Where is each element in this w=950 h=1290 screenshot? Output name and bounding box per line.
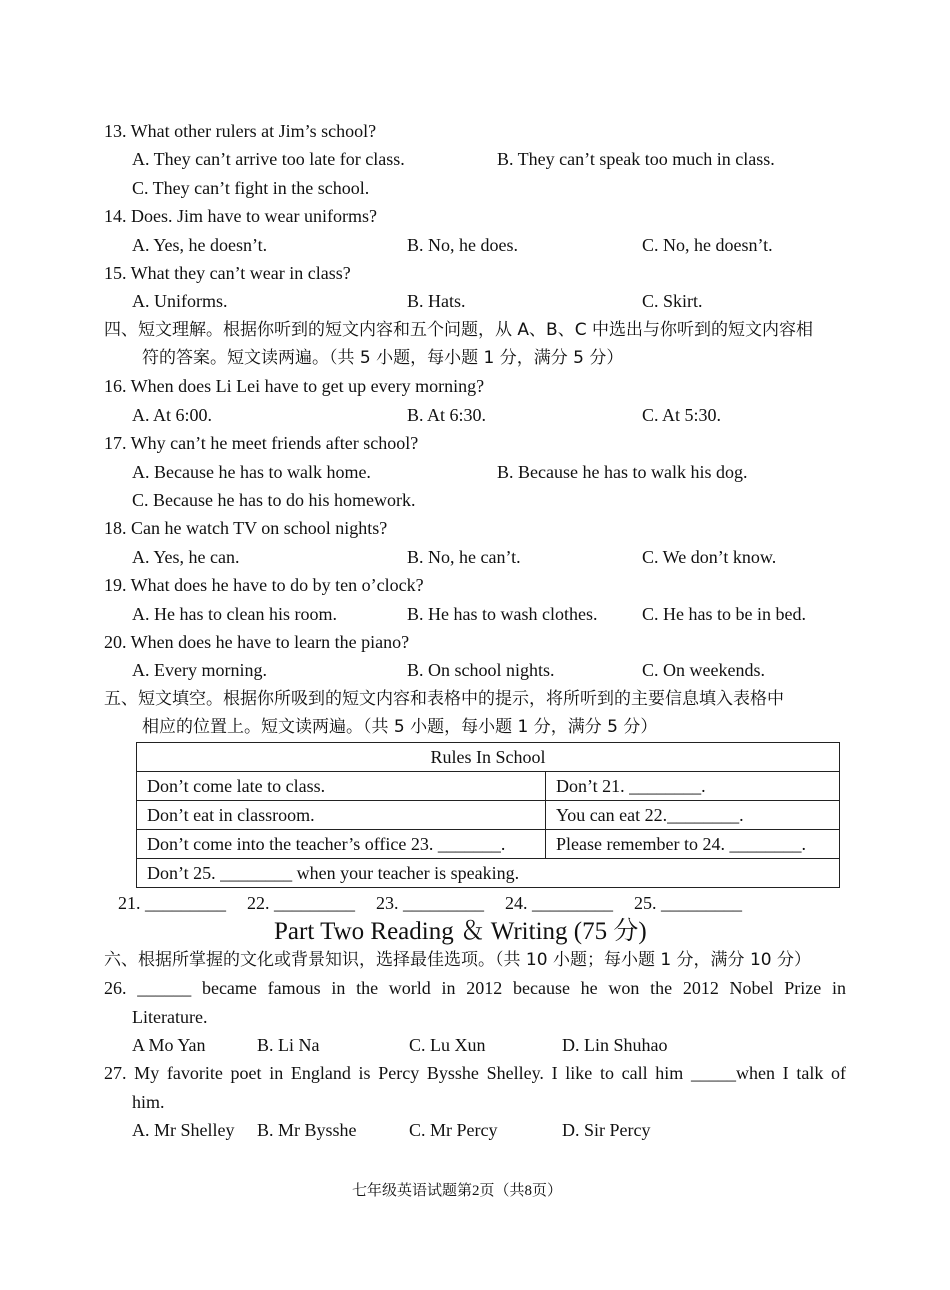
table-cell: Don’t come late to class. bbox=[137, 772, 546, 801]
question-26-option-c: C. Lu Xun bbox=[409, 1035, 486, 1055]
table-title: Rules In School bbox=[137, 743, 840, 772]
question-26-option-b: B. Li Na bbox=[257, 1035, 320, 1055]
rules-in-school-table bbox=[136, 742, 840, 888]
blank-24-cell: Please remember to 24. ________. bbox=[546, 830, 840, 859]
question-17-option-c: C. Because he has to do his homework. bbox=[132, 490, 416, 510]
question-20-option-c: C. On weekends. bbox=[642, 660, 765, 680]
question-20-stem: 20. When does he have to learn the piano? bbox=[104, 632, 410, 652]
table-header-row bbox=[137, 743, 840, 772]
question-18-option-c: C. We don’t know. bbox=[642, 547, 777, 567]
page-footer: 七年级英语试题第2页（共8页） bbox=[352, 1183, 563, 1199]
table-row bbox=[137, 859, 840, 888]
question-13-stem: 13. What other rulers at Jim’s school? bbox=[104, 121, 377, 141]
question-26-option-a: A Mo Yan bbox=[132, 1035, 206, 1055]
question-19-option-a: A. He has to clean his room. bbox=[132, 604, 337, 624]
question-27-stem: 27. My favorite poet in England is Percy Bysshe Shelley. I like to call him _____when I talk of bbox=[104, 1063, 846, 1083]
question-18-stem: 18. Can he watch TV on school nights? bbox=[104, 518, 388, 538]
question-19-option-c: C. He has to be in bed. bbox=[642, 604, 806, 624]
question-27-stem-continued: him. bbox=[132, 1092, 165, 1112]
question-20-option-b: B. On school nights. bbox=[407, 660, 555, 680]
question-26-stem: 26. ______ became famous in the world in 2012 because he won the 2012 Nobel Prize in bbox=[104, 978, 846, 998]
blank-25-cell: Don’t 25. ________ when your teacher is speaking. bbox=[137, 859, 840, 888]
question-26-option-d: D. Lin Shuhao bbox=[562, 1035, 668, 1055]
question-19-option-b: B. He has to wash clothes. bbox=[407, 604, 598, 624]
question-15-option-b: B. Hats. bbox=[407, 291, 466, 311]
section-4-instruction-line2: 符的答案。短文读两遍。（共 5 小题，每小题 1 分，满分 5 分） bbox=[142, 348, 624, 368]
question-17-option-a: A. Because he has to walk home. bbox=[132, 462, 371, 482]
answer-blank-25: 25. _________ bbox=[634, 893, 742, 913]
question-19-stem: 19. What does he have to do by ten o’clock? bbox=[104, 575, 424, 595]
answer-blank-23: 23. _________ bbox=[376, 893, 484, 913]
question-20-option-a: A. Every morning. bbox=[132, 660, 267, 680]
table-row bbox=[137, 830, 840, 859]
question-14-stem: 14. Does. Jim have to wear uniforms? bbox=[104, 206, 377, 226]
question-14-option-b: B. No, he does. bbox=[407, 235, 518, 255]
answer-blank-21: 21. _________ bbox=[118, 893, 226, 913]
question-18-option-b: B. No, he can’t. bbox=[407, 547, 521, 567]
section-5-instruction-line2: 相应的位置上。短文读两遍。（共 5 小题，每小题 1 分，满分 5 分） bbox=[142, 717, 658, 737]
question-27-option-c: C. Mr Percy bbox=[409, 1120, 498, 1140]
blank-21-cell: Don’t 21. ________. bbox=[546, 772, 840, 801]
part-two-title: Part Two Reading ＆ Writing (75 分) bbox=[274, 918, 647, 945]
blank-22-cell: You can eat 22.________. bbox=[546, 801, 840, 830]
question-27-option-b: B. Mr Bysshe bbox=[257, 1120, 357, 1140]
question-16-option-c: C. At 5:30. bbox=[642, 405, 722, 425]
question-13-option-a: A. They can’t arrive too late for class. bbox=[132, 149, 405, 169]
question-27-option-a: A. Mr Shelley bbox=[132, 1120, 235, 1140]
answer-blank-22: 22. _________ bbox=[247, 893, 355, 913]
question-16-option-a: A. At 6:00. bbox=[132, 405, 213, 425]
table-row bbox=[137, 801, 840, 830]
table-cell: Don’t eat in classroom. bbox=[137, 801, 546, 830]
question-27-option-d: D. Sir Percy bbox=[562, 1120, 651, 1140]
question-14-option-c: C. No, he doesn’t. bbox=[642, 235, 773, 255]
question-16-stem: 16. When does Li Lei have to get up every morning? bbox=[104, 376, 485, 396]
question-15-stem: 15. What they can’t wear in class? bbox=[104, 263, 351, 283]
question-17-option-b: B. Because he has to walk his dog. bbox=[497, 462, 748, 482]
blank-23-cell: Don’t come into the teacher’s office 23. _______. bbox=[137, 830, 546, 859]
question-26-stem-continued: Literature. bbox=[132, 1007, 208, 1027]
question-14-option-a: A. Yes, he doesn’t. bbox=[132, 235, 268, 255]
question-17-stem: 17. Why can’t he meet friends after school? bbox=[104, 433, 419, 453]
question-15-option-a: A. Uniforms. bbox=[132, 291, 228, 311]
question-13-option-c: C. They can’t fight in the school. bbox=[132, 178, 370, 198]
section-5-instruction-line1: 五、短文填空。根据你所吸到的短文内容和表格中的提示，将所听到的主要信息填入表格中 bbox=[104, 689, 784, 709]
section-6-instruction: 六、根据所掌握的文化或背景知识，选择最佳选项。（共 10 小题；每小题 1 分，满分 10 分） bbox=[104, 950, 812, 970]
question-13-option-b: B. They can’t speak too much in class. bbox=[497, 149, 775, 169]
question-16-option-b: B. At 6:30. bbox=[407, 405, 487, 425]
question-15-option-c: C. Skirt. bbox=[642, 291, 703, 311]
answer-blank-24: 24. _________ bbox=[505, 893, 613, 913]
section-4-instruction-line1: 四、短文理解。根据你听到的短文内容和五个问题，从 A、B、C 中选出与你听到的短文内容相 bbox=[104, 320, 813, 340]
question-18-option-a: A. Yes, he can. bbox=[132, 547, 240, 567]
table-row bbox=[137, 772, 840, 801]
